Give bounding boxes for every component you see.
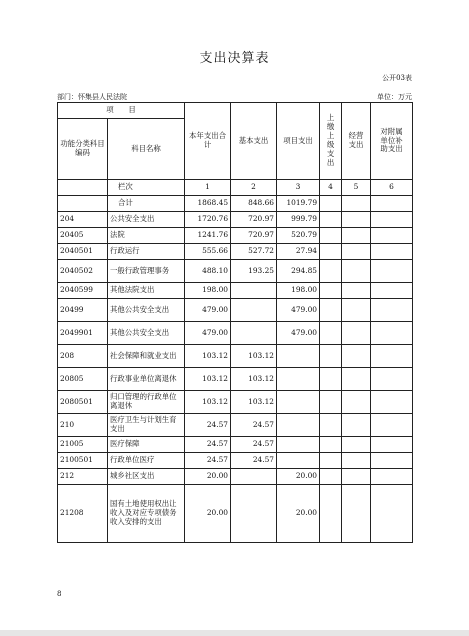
row-empty-cell xyxy=(342,299,371,322)
index-num-3: 3 xyxy=(277,180,320,196)
row-name: 法院 xyxy=(108,228,185,244)
row-v3: 479.00 xyxy=(277,322,320,345)
row-empty-cell xyxy=(320,299,342,322)
row-v2 xyxy=(231,485,277,543)
department-label: 部门：怀集县人民法院 xyxy=(57,93,127,101)
table-row xyxy=(58,437,413,453)
row-empty-cell xyxy=(342,283,371,299)
row-v3: 20.00 xyxy=(277,469,320,485)
row-name: 其他公共安全支出 xyxy=(108,322,185,345)
row-v1: 1241.76 xyxy=(185,228,231,244)
row-code: 2040501 xyxy=(58,244,108,260)
row-empty-cell xyxy=(371,414,413,437)
form-code: 公开03表 xyxy=(382,74,412,82)
total-v3: 1019.79 xyxy=(277,196,320,212)
total-v2: 848.66 xyxy=(231,196,277,212)
row-empty-cell xyxy=(320,453,342,469)
table-row xyxy=(58,322,413,345)
header-item: 项 目 xyxy=(58,103,185,119)
row-empty-cell xyxy=(371,437,413,453)
row-code: 21005 xyxy=(58,437,108,453)
row-empty-cell xyxy=(342,437,371,453)
header-col2: 基本支出 xyxy=(231,103,277,180)
row-empty-cell xyxy=(371,283,413,299)
row-v2: 103.12 xyxy=(231,391,277,414)
row-v3: 27.94 xyxy=(277,244,320,260)
row-v3 xyxy=(277,368,320,391)
row-name: 其他公共安全支出 xyxy=(108,299,185,322)
index-num-6: 6 xyxy=(371,180,413,196)
row-empty-cell xyxy=(371,228,413,244)
row-v1: 20.00 xyxy=(185,469,231,485)
row-empty-cell xyxy=(320,414,342,437)
row-empty-cell xyxy=(320,228,342,244)
row-empty-cell xyxy=(320,322,342,345)
row-code: 2100501 xyxy=(58,453,108,469)
row-v3: 20.00 xyxy=(277,485,320,543)
row-v2 xyxy=(231,469,277,485)
row-code: 2049901 xyxy=(58,322,108,345)
row-v1: 103.12 xyxy=(185,345,231,368)
header-col3: 项目支出 xyxy=(277,103,320,180)
row-v3 xyxy=(277,391,320,414)
table-row xyxy=(58,469,413,485)
table-body xyxy=(58,212,413,543)
row-v1: 555.66 xyxy=(185,244,231,260)
row-empty-cell xyxy=(371,345,413,368)
row-empty-cell xyxy=(320,437,342,453)
row-empty-cell xyxy=(342,469,371,485)
row-code: 20499 xyxy=(58,299,108,322)
table-row xyxy=(58,260,413,283)
row-empty-cell xyxy=(371,469,413,485)
row-v3: 294.85 xyxy=(277,260,320,283)
row-name: 其他法院支出 xyxy=(108,283,185,299)
row-v2: 527.72 xyxy=(231,244,277,260)
page-number: 8 xyxy=(57,590,62,598)
row-v1: 20.00 xyxy=(185,485,231,543)
row-empty-cell xyxy=(342,453,371,469)
row-code: 20405 xyxy=(58,228,108,244)
row-v2 xyxy=(231,299,277,322)
row-v1: 24.57 xyxy=(185,453,231,469)
row-code: 2080501 xyxy=(58,391,108,414)
row-empty-cell xyxy=(342,391,371,414)
row-name: 医疗卫生与计划生育支出 xyxy=(108,414,185,437)
row-v1: 103.12 xyxy=(185,368,231,391)
row-v1: 488.10 xyxy=(185,260,231,283)
table-row xyxy=(58,414,413,437)
page-title: 支出决算表 xyxy=(199,51,270,66)
table-row xyxy=(58,228,413,244)
row-v3: 198.00 xyxy=(277,283,320,299)
total-v1: 1868.45 xyxy=(185,196,231,212)
header-col6: 对附属单位补助支出 xyxy=(371,103,413,180)
row-v3 xyxy=(277,437,320,453)
table-row xyxy=(58,453,413,469)
page-edge xyxy=(0,630,469,636)
header-func-code: 功能分类科目编码 xyxy=(58,119,108,180)
row-empty-cell xyxy=(371,368,413,391)
row-v2: 103.12 xyxy=(231,368,277,391)
header-subject-name: 科目名称 xyxy=(108,119,185,180)
header-col4: 上缴上级支出 xyxy=(320,103,342,180)
table-row xyxy=(58,244,413,260)
row-empty-cell xyxy=(371,485,413,543)
table-row xyxy=(58,485,413,543)
row-v1: 198.00 xyxy=(185,283,231,299)
row-empty-cell xyxy=(320,345,342,368)
row-empty-cell xyxy=(342,414,371,437)
row-v1: 24.57 xyxy=(185,414,231,437)
row-empty-cell xyxy=(371,212,413,228)
row-v1: 479.00 xyxy=(185,322,231,345)
row-code: 210 xyxy=(58,414,108,437)
row-name: 社会保障和就业支出 xyxy=(108,345,185,368)
row-empty-cell xyxy=(320,212,342,228)
index-num-2: 2 xyxy=(231,180,277,196)
row-empty-cell xyxy=(342,322,371,345)
row-code: 208 xyxy=(58,345,108,368)
row-empty-cell xyxy=(342,228,371,244)
row-empty-cell xyxy=(371,322,413,345)
table-row xyxy=(58,368,413,391)
row-v3 xyxy=(277,414,320,437)
row-code: 2040599 xyxy=(58,283,108,299)
row-v3 xyxy=(277,345,320,368)
table-row xyxy=(58,299,413,322)
row-empty-cell xyxy=(342,368,371,391)
row-empty-cell xyxy=(320,244,342,260)
total-row-label: 合计 xyxy=(108,196,185,212)
row-v1: 1720.76 xyxy=(185,212,231,228)
row-empty-cell xyxy=(320,283,342,299)
row-empty-cell xyxy=(371,391,413,414)
row-v2: 24.57 xyxy=(231,437,277,453)
expenditure-table xyxy=(57,102,413,543)
row-v2: 24.57 xyxy=(231,453,277,469)
table-row xyxy=(58,391,413,414)
row-empty-cell xyxy=(320,485,342,543)
table-row xyxy=(58,283,413,299)
row-code: 21208 xyxy=(58,485,108,543)
header-col5: 经营支出 xyxy=(342,103,371,180)
row-empty-cell xyxy=(320,391,342,414)
row-code: 212 xyxy=(58,469,108,485)
row-empty-cell xyxy=(320,260,342,283)
row-v1: 479.00 xyxy=(185,299,231,322)
index-row-label: 栏次 xyxy=(108,180,185,196)
row-v2: 103.12 xyxy=(231,345,277,368)
row-empty-cell xyxy=(371,244,413,260)
row-v1: 103.12 xyxy=(185,391,231,414)
unit-label: 单位：万元 xyxy=(377,93,412,101)
row-name: 国有土地使用权出让收入及对应专项债务收入安排的支出 xyxy=(108,485,185,543)
row-code: 20805 xyxy=(58,368,108,391)
row-empty-cell xyxy=(342,260,371,283)
header-col1: 本年支出合计 xyxy=(185,103,231,180)
table-row xyxy=(58,345,413,368)
row-empty-cell xyxy=(342,212,371,228)
row-v3: 999.79 xyxy=(277,212,320,228)
row-name: 行政运行 xyxy=(108,244,185,260)
row-v2 xyxy=(231,283,277,299)
row-v2 xyxy=(231,322,277,345)
row-empty-cell xyxy=(320,368,342,391)
row-v2: 24.57 xyxy=(231,414,277,437)
row-v2: 193.25 xyxy=(231,260,277,283)
index-num-4: 4 xyxy=(320,180,342,196)
row-v2: 720.97 xyxy=(231,212,277,228)
row-empty-cell xyxy=(371,260,413,283)
row-name: 医疗保障 xyxy=(108,437,185,453)
row-name: 一般行政管理事务 xyxy=(108,260,185,283)
row-empty-cell xyxy=(342,485,371,543)
row-empty-cell xyxy=(342,244,371,260)
index-num-5: 5 xyxy=(342,180,371,196)
row-name: 城乡社区支出 xyxy=(108,469,185,485)
row-name: 行政事业单位离退休 xyxy=(108,368,185,391)
row-name: 公共安全支出 xyxy=(108,212,185,228)
row-v1: 24.57 xyxy=(185,437,231,453)
row-empty-cell xyxy=(342,345,371,368)
row-empty-cell xyxy=(371,299,413,322)
row-v3: 479.00 xyxy=(277,299,320,322)
index-num-1: 1 xyxy=(185,180,231,196)
table-row xyxy=(58,212,413,228)
row-v2: 720.97 xyxy=(231,228,277,244)
row-empty-cell xyxy=(371,453,413,469)
row-v3 xyxy=(277,453,320,469)
row-name: 行政单位医疗 xyxy=(108,453,185,469)
row-code: 2040502 xyxy=(58,260,108,283)
row-code: 204 xyxy=(58,212,108,228)
row-v3: 520.79 xyxy=(277,228,320,244)
row-name: 归口管理的行政单位离退休 xyxy=(108,391,185,414)
row-empty-cell xyxy=(320,469,342,485)
